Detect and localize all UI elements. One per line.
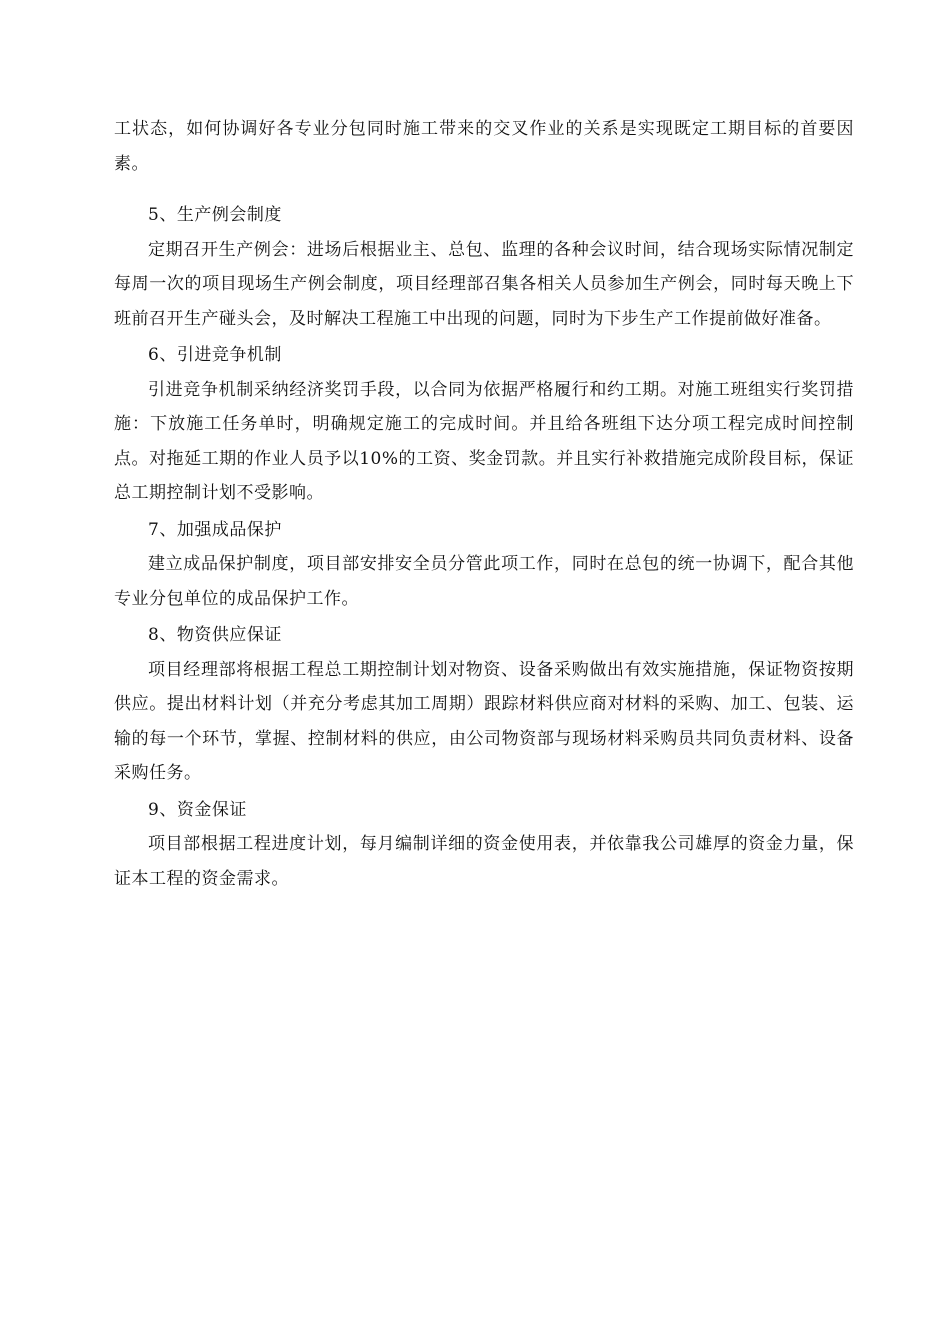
section-body-8: 项目经理部将根据工程总工期控制计划对物资、设备采购做出有效实施措施，保证物资按期供应。提出材料计划（并充分考虑其加工周期）跟踪材料供应商对材料的采购、加工、包装、运输的每一个环节，掌握、控制材料的供应，由公司物资部与现场材料采购员共同负责材料、设备采购任务。 (114, 659, 854, 783)
section-heading-7: 7、加强成品保护 (148, 519, 282, 540)
section-body-6: 引进竞争机制采纳经济奖罚手段，以合同为依据严格履行和约工期。对施工班组实行奖罚措施：下放施工任务单时，明确规定施工的完成时间。并且给各班组下达分项工程完成时间控制点。对拖延工期的作业人员予以10%的工资、奖金罚款。并且实行补救措施完成阶段目标，保证总工期控制计划不受影响。 (114, 379, 854, 503)
section-heading-5: 5、生产例会制度 (148, 205, 282, 225)
intro-paragraph: 工状态，如何协调好各专业分包同时施工带来的交叉作业的关系是实现既定工期目标的首要因素。 (114, 119, 854, 174)
spacer (114, 181, 854, 198)
section-heading-8: 8、物资供应保证 (148, 625, 282, 645)
section-heading-9: 9、资金保证 (148, 799, 247, 820)
section-body-5: 定期召开生产例会：进场后根据业主、总包、监理的各种会议时间，结合现场实际情况制定每周一次的项目现场生产例会制度，项目经理部召集各相关人员参加生产例会，同时每天晚上下班前召开生产碰头会，及时解决工程施工中出现的问题，同时为下步生产工作提前做好准备。 (114, 239, 854, 329)
section-heading-6: 6、引进竞争机制 (148, 345, 282, 365)
section-body-7: 建立成品保护制度，项目部安排安全员分管此项工作，同时在总包的统一协调下，配合其他专业分包单位的成品保护工作。 (114, 554, 854, 609)
section-body-9: 项目部根据工程进度计划，每月编制详细的资金使用表，并依靠我公司雄厚的资金力量，保证本工程的资金需求。 (114, 834, 854, 889)
document-body (114, 112, 854, 896)
